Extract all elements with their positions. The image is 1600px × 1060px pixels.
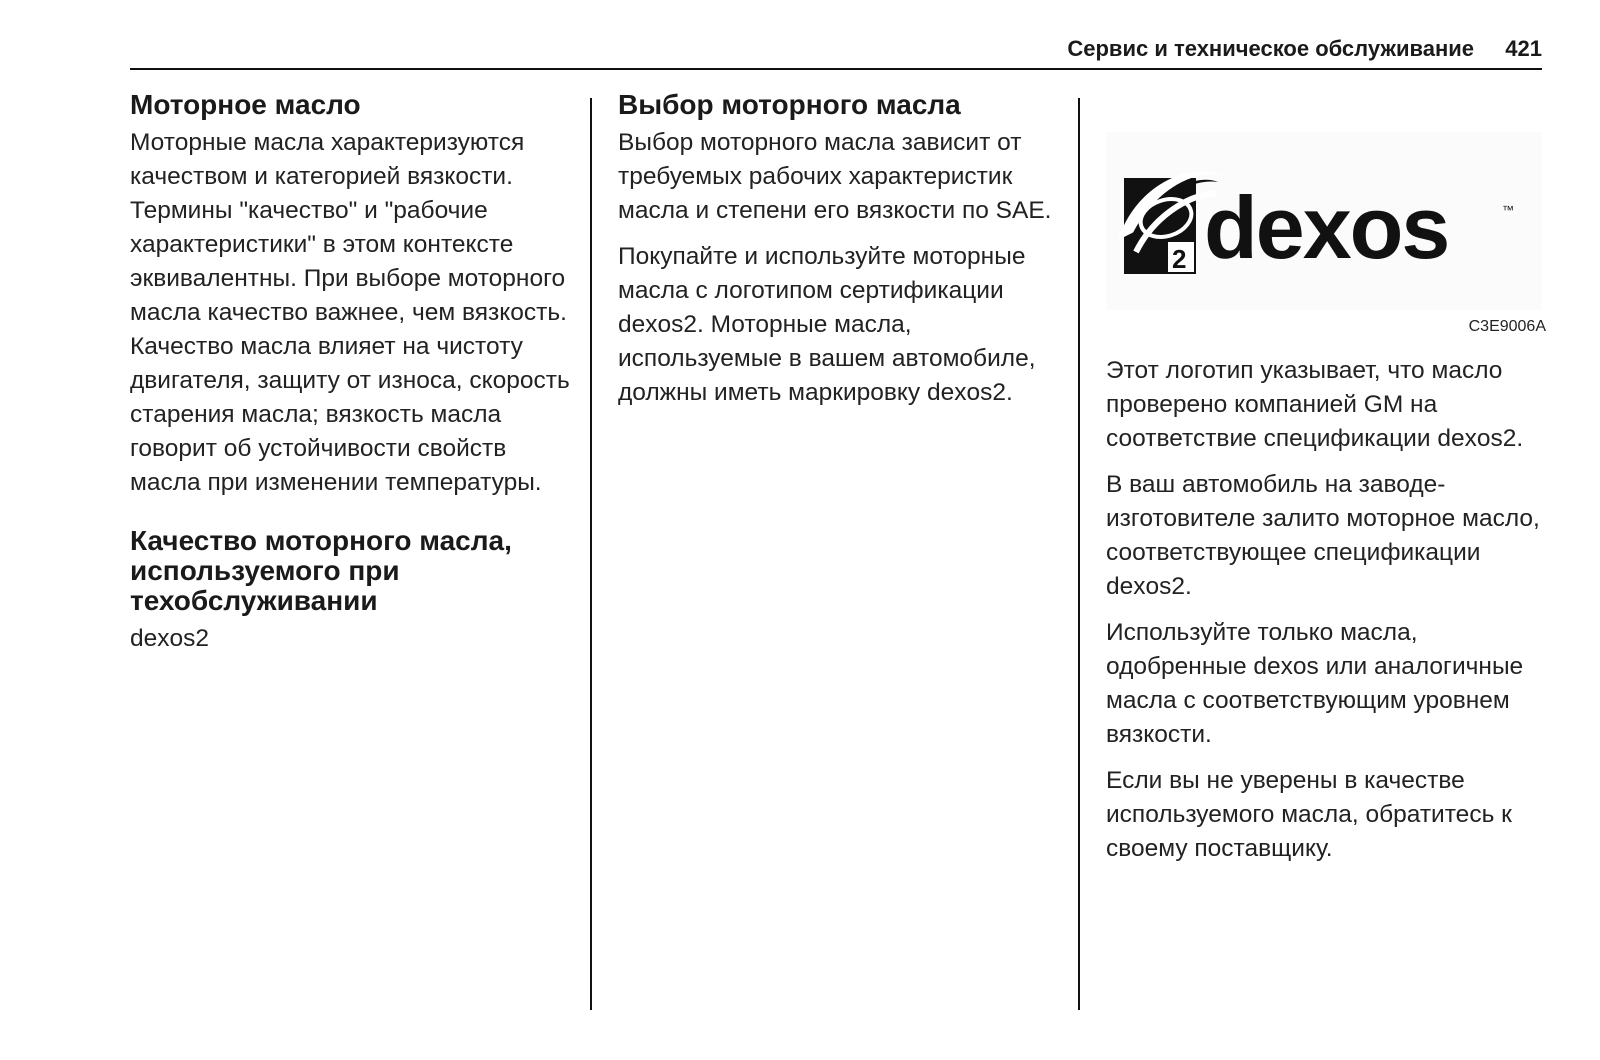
dexos-wordmark: dexos xyxy=(1204,178,1449,277)
column-divider-1 xyxy=(590,98,592,1010)
section-heading-oil-selection: Выбор моторного масла xyxy=(618,89,961,120)
running-header-title: Сервис и техническое обслуживание xyxy=(1067,36,1474,61)
column-1 xyxy=(130,90,570,668)
section-heading-engine-oil: Моторное масло xyxy=(130,89,361,120)
dexos2-logo xyxy=(1106,132,1542,310)
column-divider-2 xyxy=(1078,98,1080,1010)
contact-supplier-paragraph: Если вы не уверены в качестве используемого масла, обратитесь к своему поставщику. xyxy=(1106,767,1512,862)
page-header xyxy=(130,30,1542,70)
dexos-logo-figure xyxy=(1106,132,1542,310)
logo-meaning-paragraph: Этот логотип указывает, что масло проверено компанией GM на соответствие спецификации dexos2. xyxy=(1106,357,1524,452)
oil-selection-paragraph-2: Покупайте и используйте моторные масла с логотипом сертификации dexos2. Моторные масла, используемые в вашем автомобиле, должны иметь маркировку dexos2. xyxy=(618,243,1036,406)
trademark-symbol: ™ xyxy=(1502,203,1514,217)
engine-oil-paragraph: Моторные масла характеризуются качеством и категорией вязкости. Термины "качество" и "рабочие характеристики" в этом контексте эквивалентны. При выборе моторного масла качество важнее, чем вязкость. Качество масла влияет на чистоту двигателя, защиту от износа, скорость старения масла; вязкость масла говорит об устойчивости свойств масла при изменении температуры. xyxy=(130,129,570,496)
section-heading-oil-quality: Качество моторного масла, используемого при техобслуживании xyxy=(130,525,512,616)
factory-oil-paragraph: В ваш автомобиль на заводе-изготовителе залито моторное масло, соответствующее спецификации dexos2. xyxy=(1106,471,1540,600)
column-3 xyxy=(1106,90,1546,878)
approved-oils-paragraph: Используйте только масла, одобренные dexos или аналогичные масла с соответствующим уровнем вязкости. xyxy=(1106,619,1524,748)
svg-text:2: 2 xyxy=(1172,244,1187,274)
page-number: 421 xyxy=(1505,36,1542,61)
figure-code: C3E9006A xyxy=(1468,318,1546,335)
oil-selection-paragraph-1: Выбор моторного масла зависит от требуемых рабочих характеристик масла и степени его вязкости по SAE. xyxy=(618,129,1052,224)
oil-quality-value: dexos2 xyxy=(130,625,210,652)
column-2 xyxy=(618,90,1058,422)
